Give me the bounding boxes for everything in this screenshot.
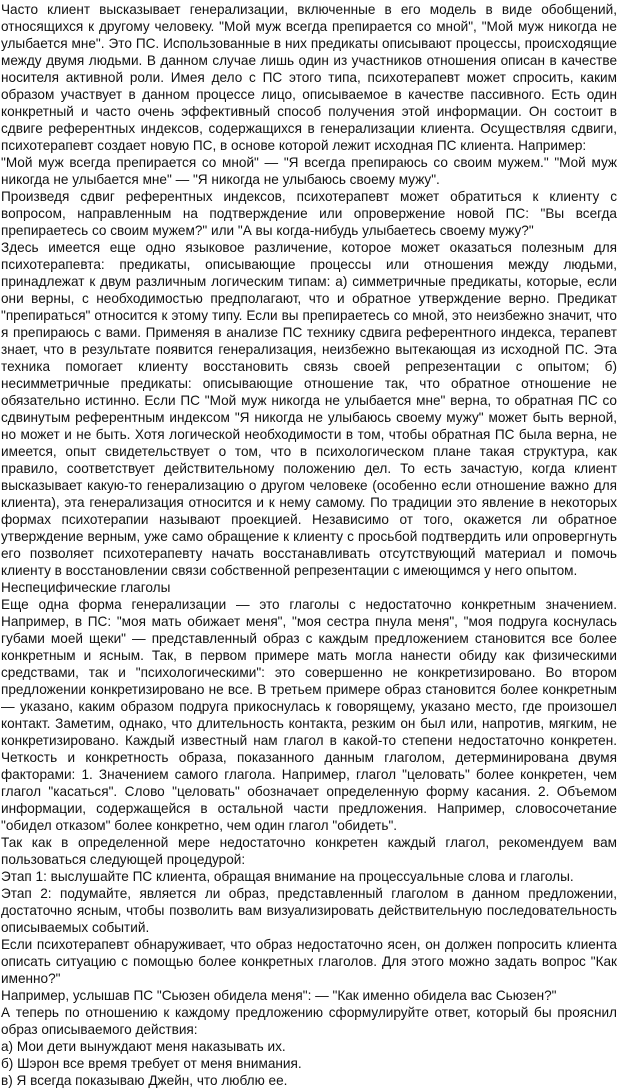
list-item-b: б) Шэрон все время требует от меня внимания. — [1, 1056, 302, 1071]
paragraph-examples: "Мой муж всегда препирается со мной" — "Я всегда препираюсь со своим мужем." "Мой муж никогда не улыбается мне" — "Я никогда не улыбаюсь своему мужу". — [1, 155, 617, 187]
section-heading-nonspecific-verbs: Неспецифические глаголы — [1, 580, 171, 595]
paragraph-example-susan: Например, услышав ПС "Сьюзен обидела меня": — "Как именно обидела вас Сьюзен?" — [1, 988, 557, 1003]
paragraph-stage-1: Этап 1: выслушайте ПС клиента, обращая внимание на процессуальные слова и глаголы. — [1, 869, 574, 884]
paragraph-predicate-types: Здесь имеется еще одно языковое различение, которое может оказаться полезным для психотерапевта: предикаты, описывающие процессы или отношения между людьми, принадлежат к двум различным логическим типам: а) симметричные предикаты, которые, если они верны, с необходимостью предполагают, что и обратное утверждение верно. Предикат "препираться" относится к этому типу. Если вы препираетесь со мной, это неизбежно значит, что я препираюсь с вами. Применяя в анализе ПС технику сдвига референтного индекса, терапевт знает, что в результате появится генерализация, неизбежно вытекающая из исходной ПС. Эта техника помогает клиенту восстановить связь своей репрезентации с опытом; б) несимметричные предикаты: описывающие отношение так, что обратное отношение не обязательно истинно. Если ПС "Мой муж никогда не улыбается мне" верна, то обратная ПС со сдвинутым референтным индексом "Я никогда не улыбаюсь своему мужу" может быть верной, но может и не быть. Хотя логической необходимости в том, чтобы обратная ПС была верна, не имеется, опыт свидетельствует о том, что в психологическом плане такая структура, как правило, соответствует действительному положению дел. То есть зачастую, когда клиент высказывает какую-то генерализацию о другом человеке (особенно если отношение важно для клиента), эта генерализация относится и к нему самому. По традиции это явление в некоторых формах психотерапии называют проекцией. Независимо от того, окажется ли обратное утверждение верным, уже само обращение к клиенту с просьбой подтвердить или опровергнуть его позволяет психотерапевту начать восстанавливать отсутствующий материал и помочь клиенту в восстановлении связи собственной репрезентации с имеющимся у него опытом. — [1, 240, 617, 578]
paragraph-ask-how: Если психотерапевт обнаруживает, что образ недостаточно ясен, он должен попросить клиента описать ситуацию с помощью более конкретных глаголов. Для этого можно задать вопрос "Как именно?" — [1, 937, 617, 986]
paragraph-stage-2: Этап 2: подумайте, является ли образ, представленный глаголом в данном предложении, достаточно ясным, чтобы позволить вам визуализировать действительную последовательность описываемых событий. — [1, 886, 617, 935]
list-item-a: а) Мои дети вынуждают меня наказывать их. — [1, 1039, 286, 1054]
paragraph-exercise-intro: А теперь по отношению к каждому предложению сформулируйте ответ, который бы прояснил образ описываемого действия: — [1, 1005, 617, 1037]
paragraph-nonspecific-verbs: Еще одна форма генерализации — это глаголы с недостаточно конкретным значением. Например, в ПС: "моя мать обижает меня", "моя сестра пнула меня", "моя подруга коснулась губами моей щеки" — представленный образ с каждым предложением становится все более конкретным и ясным. Так, в первом примере мать могла нанести обиду как физическими средствами, так и "психологическими": это совершенно не конкретизировано. Во втором предложении конкретизировано не все. В третьем примере образ становится более конкретным — указано, каким образом подруга прикоснулась к говорящему, указано место, где произошел контакт. Заметим, однако, что длительность контакта, резким он был или, напротив, мягким, не конкретизировано. Каждый известный нам глагол в какой-то степени недостаточно конкретен. Четкость и конкретность образа, показанного данным глаголом, детерминирована двумя факторами: 1. Значением самого глагола. Например, глагол "целовать" более конкретен, чем глагол "касаться". Слово "целовать" обозначает определенную форму касания. 2. Объемом информации, содержащейся в остальной части предложения. Например, словосочетание "обидел отказом" более конкретно, чем один глагол "обидеть". — [1, 597, 617, 833]
paragraph-procedure-intro: Так как в определенной мере недостаточно конкретен каждый глагол, рекомендуем вам пользоваться следующей процедурой: — [1, 835, 617, 867]
list-item-c: в) Я всегда показываю Джейн, что люблю ее. — [1, 1073, 288, 1088]
paragraph-generalization-intro: Часто клиент высказывает генерализации, включенные в его модель в виде обобщений, относящихся к другому человеку. "Мой муж всегда препирается со мной", "Мой муж никогда не улыбается мне". Это ПС. Использованные в них предикаты описывают процессы, происходящие между двумя людьми. В данном случае лишь один из участников отношения описан в качестве носителя активной роли. Имея дело с ПС этого типа, психотерапевт может спросить, каким образом участвует в данном процессе лицо, описываемое в качестве пассивного. Есть один конкретный и часто очень эффективный способ получения этой информации. Он состоит в сдвиге референтных индексов, содержащихся в генерализации клиента. Осуществляя сдвиги, психотерапевт создает новую ПС, в основе которой лежит исходная ПС клиента. Например: — [1, 2, 617, 153]
paragraph-shift-question: Произведя сдвиг референтных индексов, психотерапевт может обратиться к клиенту с вопросом, направленным на подтверждение или опровержение новой ПС: "Вы всегда препираетесь со своим мужем?" или "А вы когда-нибудь улыбаетесь своему мужу?" — [1, 189, 617, 238]
